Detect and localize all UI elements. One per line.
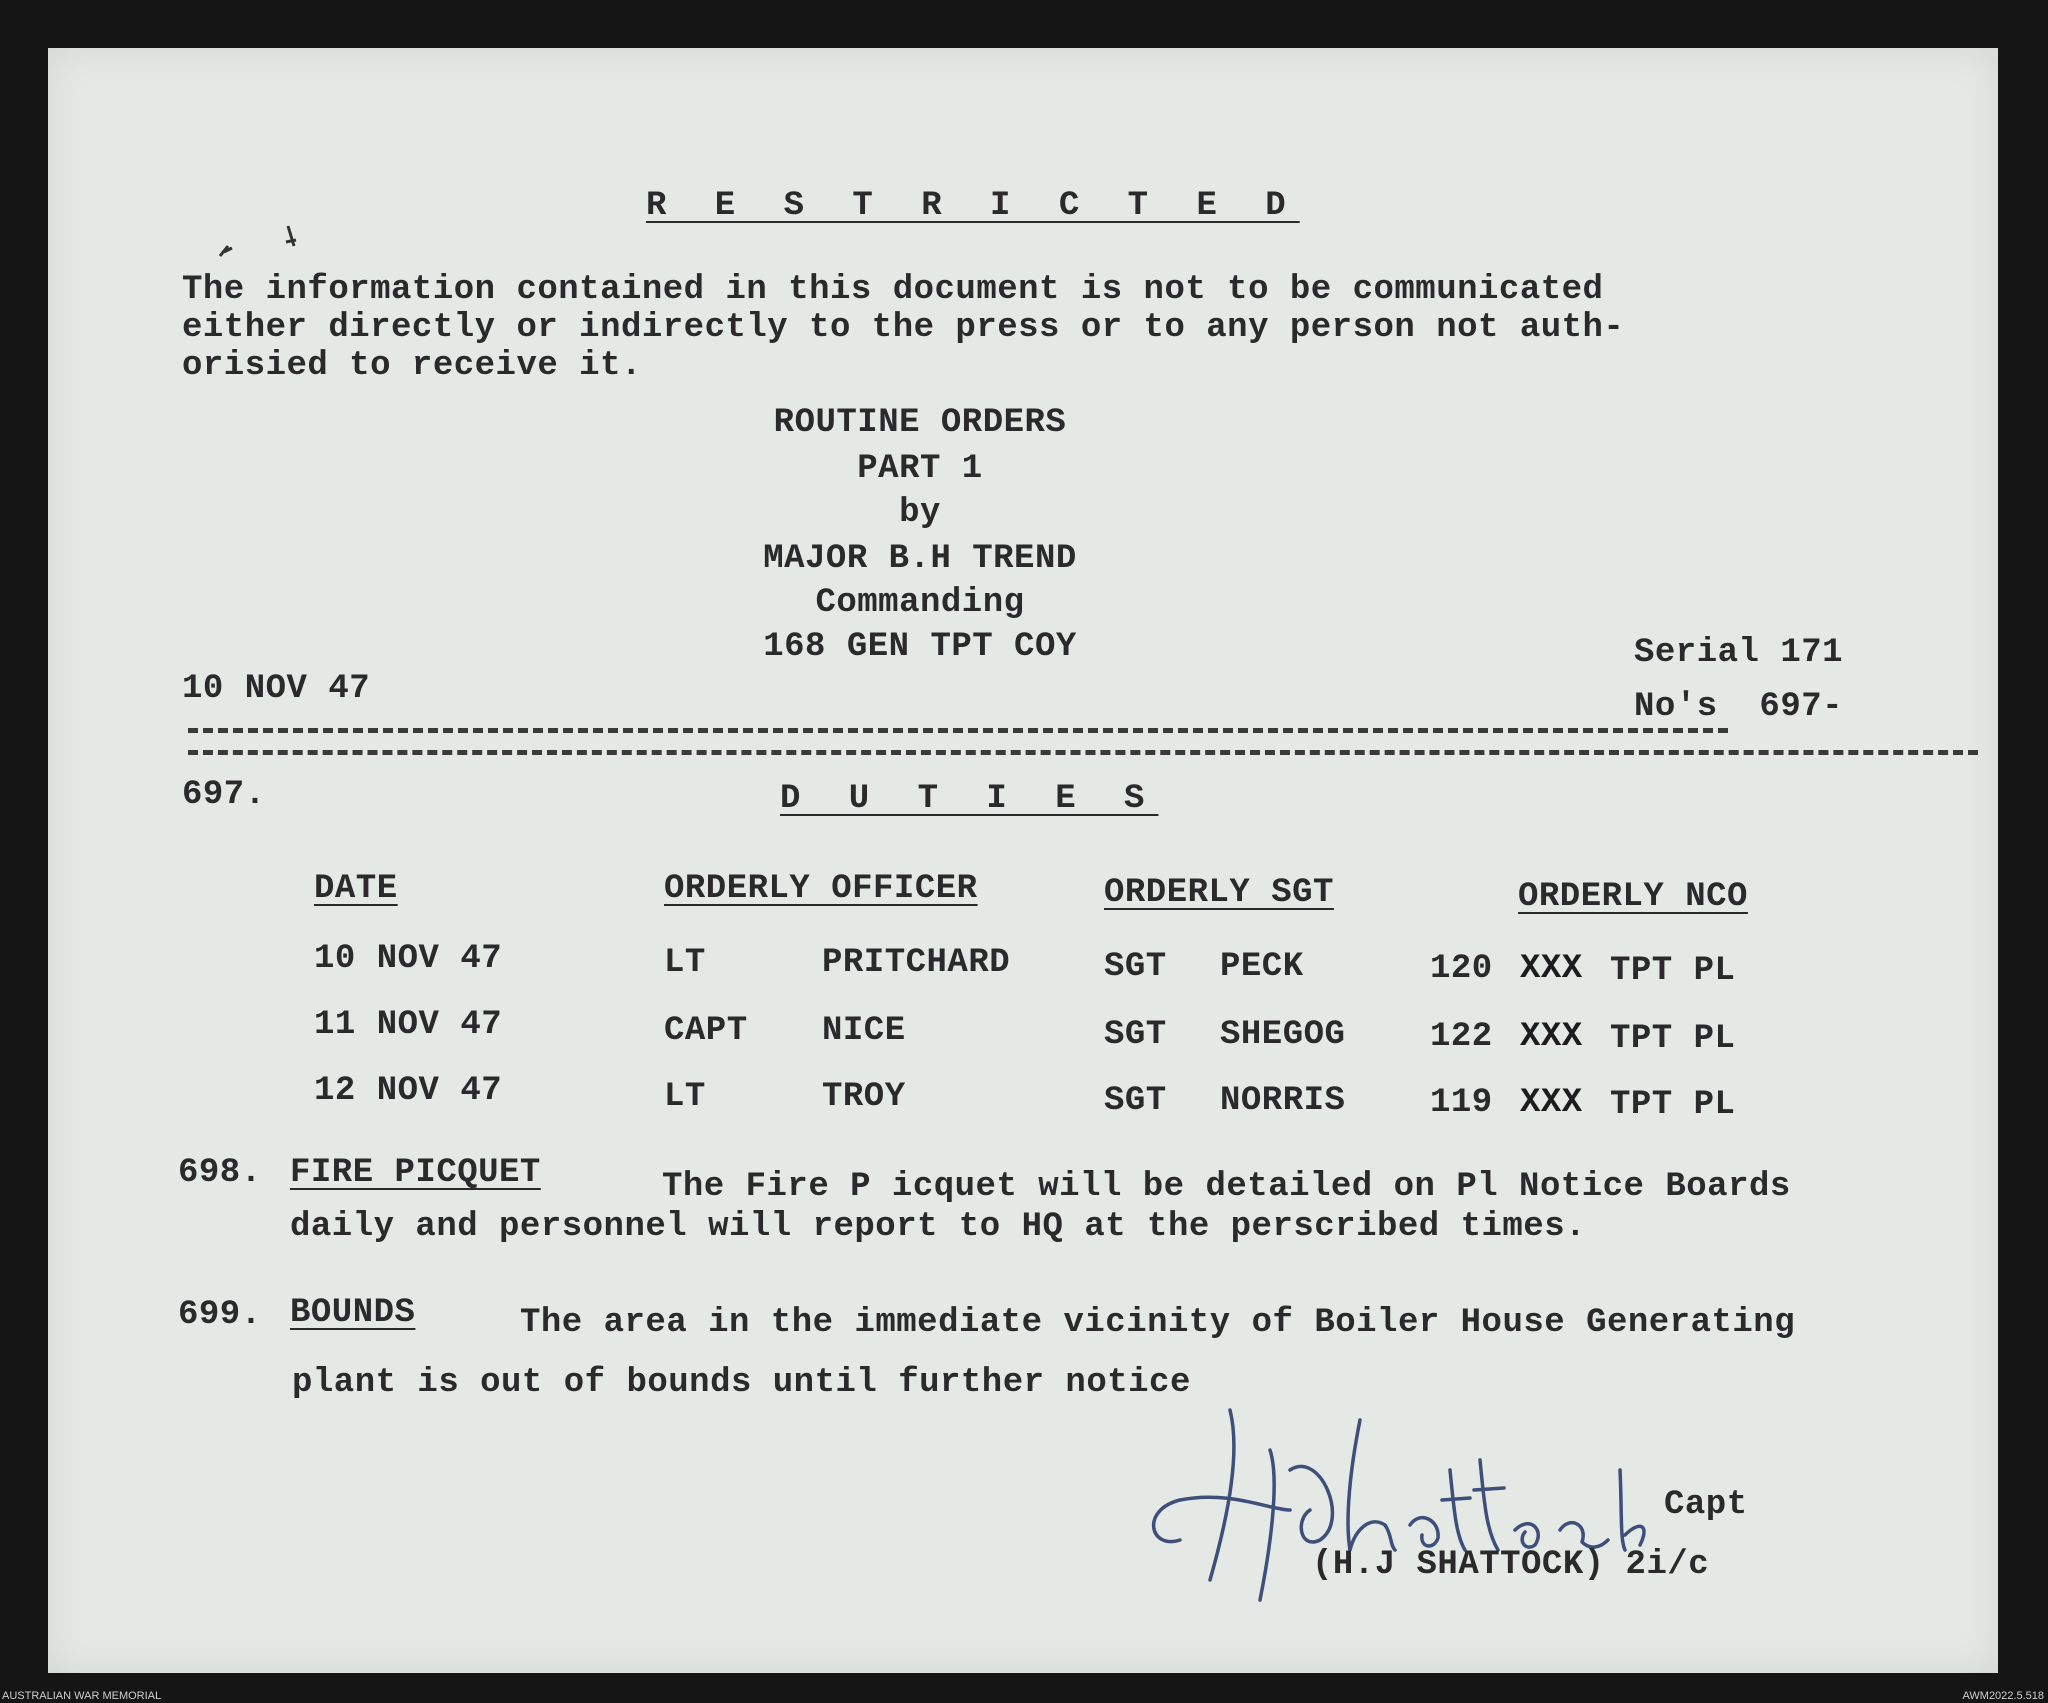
row-2-struck-text: XXX [1520,1018,1583,1056]
classification-heading: R E S T R I C T E D [646,187,1300,225]
serial-number: Serial 171 [1634,634,1844,672]
duties-title: D U T I E S [780,780,1159,818]
footer-source: AUSTRALIAN WAR MEMORIAL [2,1690,162,1702]
signature-rank: Capt [1664,1486,1748,1524]
unit-name: 168 GEN TPT COY [763,628,1077,666]
header-orderly-nco: ORDERLY NCO [1518,878,1748,916]
row-1-officer-rank: LT [664,944,706,982]
separator-line-2 [188,750,1978,755]
item-699-text-2: plant is out of bounds until further notice [292,1364,1191,1402]
item-698-text-2: daily and personnel will report to HQ at the perscribed times. [290,1208,1587,1246]
by-label: by [899,494,941,532]
item-697-number: 697. [182,776,266,814]
row-3-sgt-rank: SGT [1104,1082,1167,1120]
row-3-nco-unit: TPT PL [1610,1086,1736,1124]
pencil-mark-icon [208,218,318,278]
row-3-nco-number: 119 [1430,1084,1493,1122]
row-1-officer-name: PRITCHARD [822,944,1011,982]
warning-line-1: The information contained in this document is not to be communicated [182,271,1604,309]
routine-orders-title: ROUTINE ORDERS [773,404,1067,442]
row-1-sgt-rank: SGT [1104,948,1167,986]
header-orderly-sgt: ORDERLY SGT [1104,874,1334,912]
row-1-date: 10 NOV 47 [314,940,503,978]
row-3-sgt-name: NORRIS [1220,1082,1346,1120]
row-2-nco-number: 122 [1430,1018,1493,1056]
row-2-officer-rank: CAPT [664,1012,748,1050]
item-699-title: BOUNDS [290,1294,416,1332]
order-numbers: No's 697- [1634,688,1844,726]
handwritten-signature [1120,1350,1680,1630]
header-orderly-officer: ORDERLY OFFICER [664,870,978,908]
warning-line-3: orisied to receive it. [182,347,642,385]
item-699-text-1: The area in the immediate vicinity of Boiler House Generating [520,1304,1796,1342]
orders-date: 10 NOV 47 [182,670,371,708]
row-1-struck-text: XXX [1520,950,1583,988]
row-2-sgt-name: SHEGOG [1220,1016,1346,1054]
footer-reference: AWM2022.5.518 [1962,1690,2044,1702]
commander-role: Commanding [815,584,1025,622]
row-2-nco-unit: TPT PL [1610,1020,1736,1058]
row-1-sgt-name: PECK [1220,948,1304,986]
row-3-struck-text: XXX [1520,1084,1583,1122]
item-698-number: 698. [178,1154,262,1192]
row-1-nco-unit: TPT PL [1610,952,1736,990]
row-2-sgt-rank: SGT [1104,1016,1167,1054]
row-3-date: 12 NOV 47 [314,1072,503,1110]
warning-line-2: either directly or indirectly to the press or to any person not auth- [182,309,1625,347]
item-698-title: FIRE PICQUET [290,1154,541,1192]
item-698-text-1: The Fire P icquet will be detailed on Pl Notice Boards [662,1168,1791,1206]
part-label: PART 1 [857,450,983,488]
header-date: DATE [314,870,398,908]
row-3-officer-name: TROY [822,1078,906,1116]
row-1-nco-number: 120 [1430,950,1493,988]
signature-name: (H.J SHATTOCK) 2i/c [1312,1546,1710,1584]
item-699-number: 699. [178,1296,262,1334]
commander-name: MAJOR B.H TREND [763,540,1077,578]
row-2-date: 11 NOV 47 [314,1006,503,1044]
row-3-officer-rank: LT [664,1078,706,1116]
row-2-officer-name: NICE [822,1012,906,1050]
separator-line-1 [188,728,1728,733]
